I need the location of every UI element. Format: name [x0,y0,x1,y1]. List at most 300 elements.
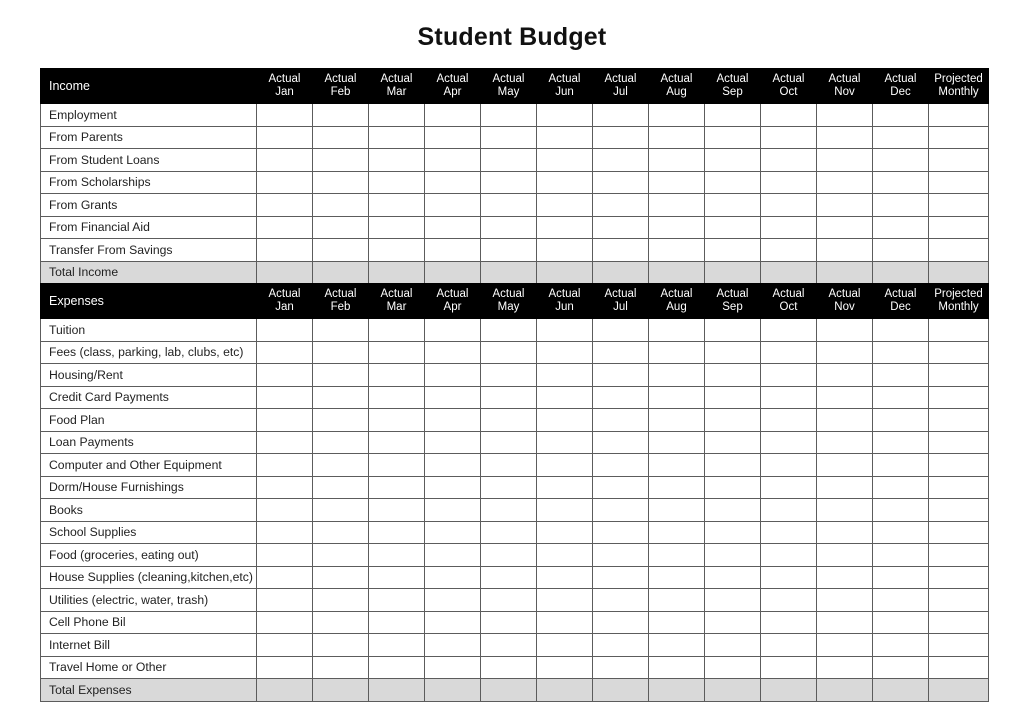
entry-cell-nov[interactable] [817,216,873,239]
entry-cell-oct[interactable] [761,341,817,364]
entry-cell-jul[interactable] [593,364,649,387]
entry-cell-mar[interactable] [369,589,425,612]
entry-cell-nov[interactable] [817,239,873,262]
entry-cell-feb[interactable] [313,499,369,522]
entry-cell-may[interactable] [481,386,537,409]
entry-cell-jan[interactable] [257,544,313,567]
entry-cell-jul[interactable] [593,544,649,567]
entry-cell-jan[interactable] [257,319,313,342]
entry-cell-may[interactable] [481,194,537,217]
total-cell-mar[interactable] [369,261,425,284]
entry-cell-oct[interactable] [761,611,817,634]
entry-cell-jan[interactable] [257,194,313,217]
entry-cell-jul[interactable] [593,476,649,499]
entry-cell-jul[interactable] [593,634,649,657]
entry-cell-projected-monthly[interactable] [929,431,989,454]
entry-cell-aug[interactable] [649,476,705,499]
entry-cell-oct[interactable] [761,656,817,679]
entry-cell-may[interactable] [481,364,537,387]
entry-cell-sep[interactable] [705,239,761,262]
entry-cell-oct[interactable] [761,171,817,194]
entry-cell-jun[interactable] [537,634,593,657]
entry-cell-apr[interactable] [425,409,481,432]
entry-cell-jan[interactable] [257,589,313,612]
entry-cell-dec[interactable] [873,409,929,432]
entry-cell-jun[interactable] [537,364,593,387]
entry-cell-aug[interactable] [649,216,705,239]
total-cell-sep[interactable] [705,261,761,284]
entry-cell-dec[interactable] [873,341,929,364]
entry-cell-feb[interactable] [313,589,369,612]
entry-cell-projected-monthly[interactable] [929,544,989,567]
entry-cell-oct[interactable] [761,476,817,499]
entry-cell-nov[interactable] [817,656,873,679]
entry-cell-jan[interactable] [257,364,313,387]
entry-cell-aug[interactable] [649,364,705,387]
entry-cell-jan[interactable] [257,611,313,634]
entry-cell-projected-monthly[interactable] [929,149,989,172]
total-cell-jun[interactable] [537,261,593,284]
total-cell-may[interactable] [481,261,537,284]
entry-cell-sep[interactable] [705,149,761,172]
entry-cell-aug[interactable] [649,239,705,262]
entry-cell-oct[interactable] [761,566,817,589]
entry-cell-projected-monthly[interactable] [929,386,989,409]
entry-cell-feb[interactable] [313,104,369,127]
entry-cell-dec[interactable] [873,521,929,544]
entry-cell-jul[interactable] [593,656,649,679]
entry-cell-jan[interactable] [257,239,313,262]
entry-cell-jun[interactable] [537,544,593,567]
entry-cell-nov[interactable] [817,611,873,634]
entry-cell-oct[interactable] [761,239,817,262]
total-cell-jul[interactable] [593,679,649,702]
entry-cell-aug[interactable] [649,566,705,589]
entry-cell-sep[interactable] [705,171,761,194]
entry-cell-aug[interactable] [649,521,705,544]
entry-cell-nov[interactable] [817,431,873,454]
entry-cell-sep[interactable] [705,126,761,149]
entry-cell-oct[interactable] [761,409,817,432]
entry-cell-nov[interactable] [817,341,873,364]
entry-cell-jan[interactable] [257,386,313,409]
entry-cell-nov[interactable] [817,104,873,127]
total-cell-dec[interactable] [873,679,929,702]
entry-cell-nov[interactable] [817,386,873,409]
entry-cell-sep[interactable] [705,364,761,387]
entry-cell-projected-monthly[interactable] [929,194,989,217]
entry-cell-oct[interactable] [761,499,817,522]
entry-cell-aug[interactable] [649,409,705,432]
entry-cell-feb[interactable] [313,611,369,634]
entry-cell-jul[interactable] [593,521,649,544]
entry-cell-feb[interactable] [313,149,369,172]
entry-cell-feb[interactable] [313,171,369,194]
entry-cell-oct[interactable] [761,634,817,657]
entry-cell-nov[interactable] [817,126,873,149]
entry-cell-may[interactable] [481,521,537,544]
total-cell-jun[interactable] [537,679,593,702]
entry-cell-may[interactable] [481,216,537,239]
entry-cell-apr[interactable] [425,476,481,499]
entry-cell-projected-monthly[interactable] [929,566,989,589]
entry-cell-jun[interactable] [537,341,593,364]
entry-cell-apr[interactable] [425,126,481,149]
entry-cell-mar[interactable] [369,216,425,239]
entry-cell-nov[interactable] [817,364,873,387]
entry-cell-jul[interactable] [593,454,649,477]
entry-cell-jun[interactable] [537,521,593,544]
entry-cell-jun[interactable] [537,409,593,432]
entry-cell-oct[interactable] [761,544,817,567]
entry-cell-mar[interactable] [369,634,425,657]
entry-cell-mar[interactable] [369,544,425,567]
entry-cell-jul[interactable] [593,171,649,194]
entry-cell-oct[interactable] [761,126,817,149]
entry-cell-jun[interactable] [537,194,593,217]
entry-cell-dec[interactable] [873,149,929,172]
entry-cell-jan[interactable] [257,341,313,364]
entry-cell-may[interactable] [481,611,537,634]
entry-cell-sep[interactable] [705,566,761,589]
entry-cell-mar[interactable] [369,566,425,589]
entry-cell-mar[interactable] [369,341,425,364]
entry-cell-mar[interactable] [369,521,425,544]
entry-cell-feb[interactable] [313,634,369,657]
entry-cell-apr[interactable] [425,319,481,342]
entry-cell-jan[interactable] [257,431,313,454]
entry-cell-feb[interactable] [313,319,369,342]
entry-cell-nov[interactable] [817,566,873,589]
entry-cell-jul[interactable] [593,341,649,364]
total-cell-nov[interactable] [817,679,873,702]
entry-cell-jul[interactable] [593,194,649,217]
entry-cell-aug[interactable] [649,544,705,567]
entry-cell-mar[interactable] [369,149,425,172]
entry-cell-projected-monthly[interactable] [929,239,989,262]
entry-cell-projected-monthly[interactable] [929,521,989,544]
entry-cell-dec[interactable] [873,194,929,217]
entry-cell-mar[interactable] [369,319,425,342]
entry-cell-nov[interactable] [817,171,873,194]
entry-cell-sep[interactable] [705,499,761,522]
entry-cell-apr[interactable] [425,566,481,589]
entry-cell-jun[interactable] [537,239,593,262]
entry-cell-may[interactable] [481,149,537,172]
entry-cell-jan[interactable] [257,104,313,127]
entry-cell-aug[interactable] [649,611,705,634]
entry-cell-jun[interactable] [537,104,593,127]
entry-cell-may[interactable] [481,589,537,612]
entry-cell-jan[interactable] [257,171,313,194]
entry-cell-projected-monthly[interactable] [929,409,989,432]
entry-cell-sep[interactable] [705,431,761,454]
entry-cell-sep[interactable] [705,216,761,239]
entry-cell-dec[interactable] [873,476,929,499]
entry-cell-nov[interactable] [817,454,873,477]
entry-cell-projected-monthly[interactable] [929,126,989,149]
entry-cell-projected-monthly[interactable] [929,634,989,657]
entry-cell-may[interactable] [481,126,537,149]
entry-cell-mar[interactable] [369,656,425,679]
entry-cell-projected-monthly[interactable] [929,364,989,387]
entry-cell-dec[interactable] [873,239,929,262]
entry-cell-sep[interactable] [705,454,761,477]
entry-cell-jun[interactable] [537,126,593,149]
entry-cell-jul[interactable] [593,386,649,409]
entry-cell-apr[interactable] [425,194,481,217]
entry-cell-jun[interactable] [537,611,593,634]
entry-cell-nov[interactable] [817,149,873,172]
total-cell-projected-monthly[interactable] [929,261,989,284]
entry-cell-jul[interactable] [593,319,649,342]
entry-cell-feb[interactable] [313,656,369,679]
entry-cell-apr[interactable] [425,171,481,194]
entry-cell-may[interactable] [481,476,537,499]
entry-cell-jul[interactable] [593,431,649,454]
entry-cell-projected-monthly[interactable] [929,611,989,634]
entry-cell-dec[interactable] [873,171,929,194]
entry-cell-jan[interactable] [257,126,313,149]
entry-cell-aug[interactable] [649,319,705,342]
entry-cell-mar[interactable] [369,409,425,432]
entry-cell-aug[interactable] [649,104,705,127]
entry-cell-jul[interactable] [593,499,649,522]
entry-cell-sep[interactable] [705,544,761,567]
entry-cell-mar[interactable] [369,171,425,194]
entry-cell-sep[interactable] [705,104,761,127]
entry-cell-jan[interactable] [257,521,313,544]
entry-cell-projected-monthly[interactable] [929,104,989,127]
entry-cell-sep[interactable] [705,634,761,657]
entry-cell-projected-monthly[interactable] [929,319,989,342]
entry-cell-may[interactable] [481,499,537,522]
entry-cell-jul[interactable] [593,104,649,127]
entry-cell-sep[interactable] [705,341,761,364]
entry-cell-dec[interactable] [873,364,929,387]
entry-cell-nov[interactable] [817,589,873,612]
entry-cell-dec[interactable] [873,634,929,657]
entry-cell-may[interactable] [481,409,537,432]
entry-cell-oct[interactable] [761,364,817,387]
total-cell-aug[interactable] [649,261,705,284]
entry-cell-projected-monthly[interactable] [929,454,989,477]
entry-cell-feb[interactable] [313,126,369,149]
entry-cell-aug[interactable] [649,126,705,149]
total-cell-mar[interactable] [369,679,425,702]
entry-cell-nov[interactable] [817,499,873,522]
entry-cell-feb[interactable] [313,521,369,544]
entry-cell-sep[interactable] [705,194,761,217]
entry-cell-feb[interactable] [313,216,369,239]
entry-cell-mar[interactable] [369,239,425,262]
total-cell-nov[interactable] [817,261,873,284]
entry-cell-oct[interactable] [761,149,817,172]
entry-cell-aug[interactable] [649,656,705,679]
entry-cell-dec[interactable] [873,589,929,612]
entry-cell-apr[interactable] [425,634,481,657]
entry-cell-dec[interactable] [873,104,929,127]
entry-cell-oct[interactable] [761,194,817,217]
entry-cell-apr[interactable] [425,239,481,262]
entry-cell-oct[interactable] [761,589,817,612]
total-cell-oct[interactable] [761,261,817,284]
entry-cell-sep[interactable] [705,409,761,432]
entry-cell-dec[interactable] [873,499,929,522]
total-cell-aug[interactable] [649,679,705,702]
entry-cell-nov[interactable] [817,319,873,342]
entry-cell-may[interactable] [481,171,537,194]
entry-cell-feb[interactable] [313,454,369,477]
entry-cell-sep[interactable] [705,611,761,634]
entry-cell-may[interactable] [481,544,537,567]
entry-cell-may[interactable] [481,341,537,364]
entry-cell-jul[interactable] [593,239,649,262]
entry-cell-mar[interactable] [369,386,425,409]
entry-cell-sep[interactable] [705,319,761,342]
entry-cell-aug[interactable] [649,499,705,522]
total-cell-apr[interactable] [425,679,481,702]
entry-cell-may[interactable] [481,566,537,589]
entry-cell-dec[interactable] [873,454,929,477]
entry-cell-mar[interactable] [369,454,425,477]
entry-cell-mar[interactable] [369,364,425,387]
entry-cell-dec[interactable] [873,126,929,149]
entry-cell-feb[interactable] [313,476,369,499]
entry-cell-jan[interactable] [257,499,313,522]
entry-cell-mar[interactable] [369,126,425,149]
entry-cell-jan[interactable] [257,634,313,657]
total-cell-jul[interactable] [593,261,649,284]
entry-cell-jul[interactable] [593,589,649,612]
entry-cell-projected-monthly[interactable] [929,656,989,679]
entry-cell-feb[interactable] [313,544,369,567]
entry-cell-oct[interactable] [761,386,817,409]
entry-cell-apr[interactable] [425,589,481,612]
entry-cell-may[interactable] [481,634,537,657]
entry-cell-projected-monthly[interactable] [929,341,989,364]
entry-cell-nov[interactable] [817,409,873,432]
entry-cell-feb[interactable] [313,386,369,409]
entry-cell-aug[interactable] [649,171,705,194]
entry-cell-apr[interactable] [425,341,481,364]
total-cell-dec[interactable] [873,261,929,284]
entry-cell-apr[interactable] [425,521,481,544]
entry-cell-dec[interactable] [873,656,929,679]
entry-cell-jan[interactable] [257,454,313,477]
entry-cell-may[interactable] [481,104,537,127]
entry-cell-jan[interactable] [257,409,313,432]
total-cell-oct[interactable] [761,679,817,702]
entry-cell-jun[interactable] [537,566,593,589]
entry-cell-nov[interactable] [817,521,873,544]
entry-cell-jan[interactable] [257,476,313,499]
entry-cell-mar[interactable] [369,611,425,634]
entry-cell-projected-monthly[interactable] [929,499,989,522]
entry-cell-apr[interactable] [425,611,481,634]
entry-cell-apr[interactable] [425,216,481,239]
entry-cell-jun[interactable] [537,476,593,499]
entry-cell-mar[interactable] [369,431,425,454]
total-cell-feb[interactable] [313,261,369,284]
entry-cell-apr[interactable] [425,364,481,387]
entry-cell-aug[interactable] [649,386,705,409]
entry-cell-feb[interactable] [313,341,369,364]
entry-cell-may[interactable] [481,319,537,342]
entry-cell-oct[interactable] [761,104,817,127]
entry-cell-aug[interactable] [649,454,705,477]
entry-cell-dec[interactable] [873,431,929,454]
entry-cell-jun[interactable] [537,386,593,409]
entry-cell-jul[interactable] [593,126,649,149]
entry-cell-aug[interactable] [649,149,705,172]
entry-cell-aug[interactable] [649,194,705,217]
entry-cell-jan[interactable] [257,216,313,239]
entry-cell-may[interactable] [481,454,537,477]
total-cell-may[interactable] [481,679,537,702]
entry-cell-feb[interactable] [313,194,369,217]
entry-cell-aug[interactable] [649,431,705,454]
entry-cell-jan[interactable] [257,149,313,172]
entry-cell-projected-monthly[interactable] [929,216,989,239]
entry-cell-apr[interactable] [425,499,481,522]
entry-cell-jun[interactable] [537,431,593,454]
entry-cell-dec[interactable] [873,319,929,342]
entry-cell-dec[interactable] [873,216,929,239]
entry-cell-feb[interactable] [313,566,369,589]
entry-cell-jun[interactable] [537,319,593,342]
total-cell-feb[interactable] [313,679,369,702]
entry-cell-dec[interactable] [873,544,929,567]
entry-cell-apr[interactable] [425,386,481,409]
entry-cell-sep[interactable] [705,521,761,544]
entry-cell-projected-monthly[interactable] [929,589,989,612]
entry-cell-oct[interactable] [761,431,817,454]
entry-cell-sep[interactable] [705,589,761,612]
total-cell-jan[interactable] [257,679,313,702]
entry-cell-nov[interactable] [817,194,873,217]
entry-cell-jun[interactable] [537,499,593,522]
total-cell-jan[interactable] [257,261,313,284]
entry-cell-apr[interactable] [425,104,481,127]
entry-cell-feb[interactable] [313,409,369,432]
total-cell-sep[interactable] [705,679,761,702]
entry-cell-jul[interactable] [593,149,649,172]
entry-cell-oct[interactable] [761,319,817,342]
entry-cell-jun[interactable] [537,149,593,172]
entry-cell-nov[interactable] [817,544,873,567]
entry-cell-mar[interactable] [369,499,425,522]
entry-cell-mar[interactable] [369,104,425,127]
entry-cell-jun[interactable] [537,216,593,239]
entry-cell-dec[interactable] [873,386,929,409]
entry-cell-projected-monthly[interactable] [929,476,989,499]
entry-cell-projected-monthly[interactable] [929,171,989,194]
entry-cell-sep[interactable] [705,656,761,679]
entry-cell-aug[interactable] [649,634,705,657]
entry-cell-feb[interactable] [313,364,369,387]
entry-cell-jun[interactable] [537,454,593,477]
entry-cell-aug[interactable] [649,589,705,612]
entry-cell-mar[interactable] [369,194,425,217]
entry-cell-jun[interactable] [537,171,593,194]
entry-cell-may[interactable] [481,431,537,454]
entry-cell-apr[interactable] [425,431,481,454]
entry-cell-jun[interactable] [537,656,593,679]
entry-cell-jan[interactable] [257,566,313,589]
total-cell-apr[interactable] [425,261,481,284]
entry-cell-sep[interactable] [705,476,761,499]
